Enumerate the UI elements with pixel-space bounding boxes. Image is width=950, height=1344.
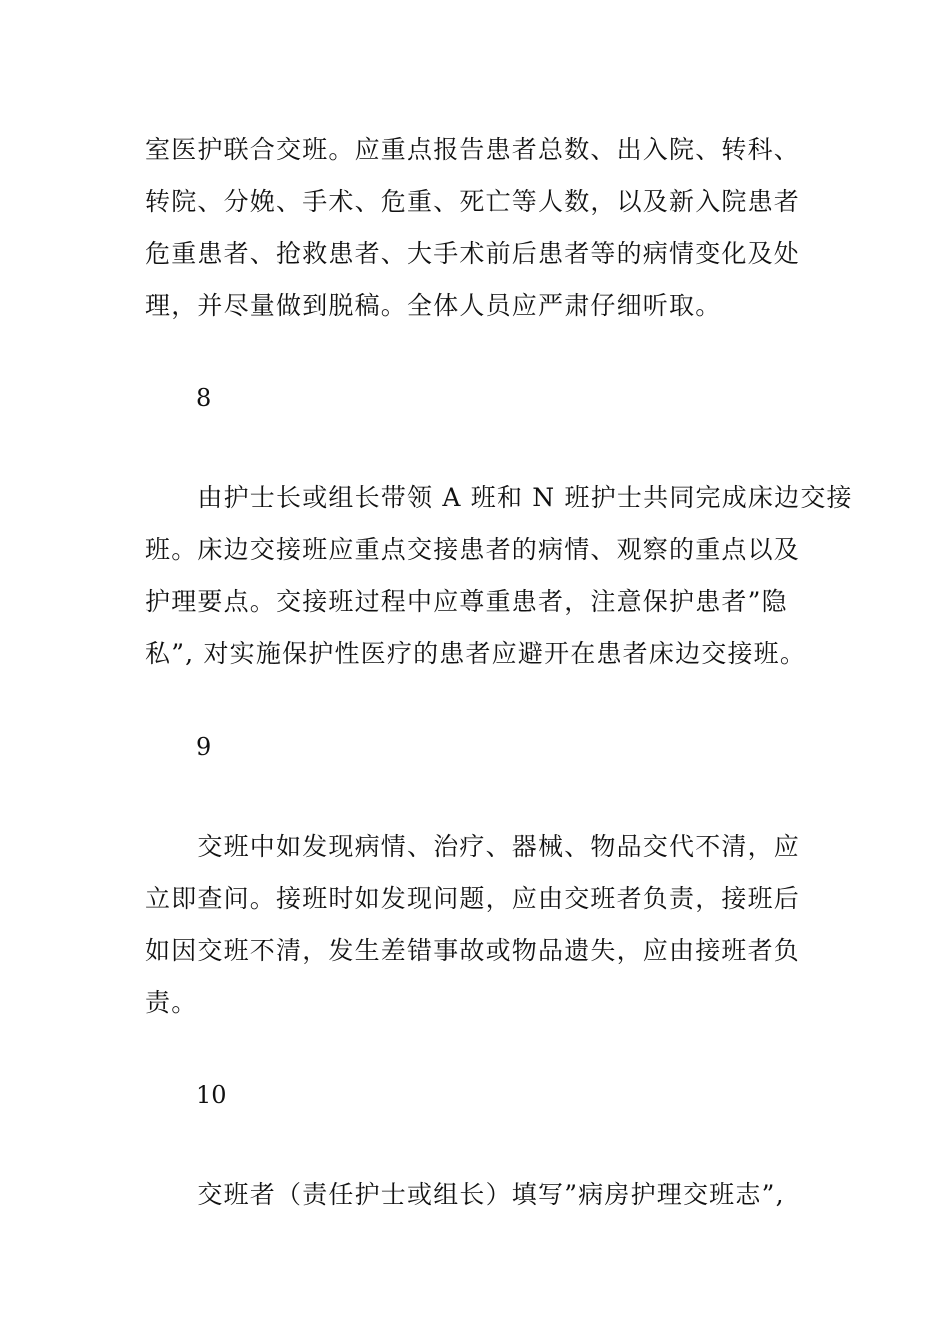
section-number-10: 10 bbox=[196, 1081, 227, 1109]
paragraph-bedside-handover bbox=[145, 472, 853, 680]
text-line: 理，并尽量做到脱稿。全体人员应严肃仔细听取。 bbox=[145, 291, 722, 320]
text-line: 责。 bbox=[145, 988, 198, 1017]
text-line: 立即查问。接班时如发现问题，应由交班者负责，接班后 bbox=[145, 884, 801, 913]
text-line: 如因交班不清，发生差错事故或物品遗失，应由接班者负 bbox=[145, 936, 801, 965]
text-line: 危重患者、抢救患者、大手术前后患者等的病情变化及处 bbox=[145, 239, 801, 268]
text-line: 转院、分娩、手术、危重、死亡等人数，以及新入院患者 bbox=[145, 187, 801, 216]
text-line: 交班中如发现病情、治疗、器械、物品交代不清，应 bbox=[145, 832, 801, 861]
text-line: 私”, 对实施保护性医疗的患者应避开在患者床边交接班。 bbox=[145, 639, 807, 668]
section-number-9: 9 bbox=[196, 733, 212, 761]
paragraph-handover-report bbox=[145, 124, 810, 332]
text-line: 交班者（责任护士或组长）填写”病房护理交班志”, bbox=[145, 1180, 785, 1209]
section-number-8: 8 bbox=[196, 384, 212, 412]
paragraph-handover-log bbox=[145, 1169, 810, 1221]
text-line: 护理要点。交接班过程中应尊重患者，注意保护患者”隐 bbox=[145, 587, 788, 616]
text-line: 由护士长或组长带领 A 班和 N 班护士共同完成床边交接 bbox=[145, 483, 853, 512]
text-line: 室医护联合交班。应重点报告患者总数、出入院、转科、 bbox=[145, 135, 801, 164]
paragraph-responsibility bbox=[145, 821, 810, 1029]
text-line: 班。床边交接班应重点交接患者的病情、观察的重点以及 bbox=[145, 535, 801, 564]
